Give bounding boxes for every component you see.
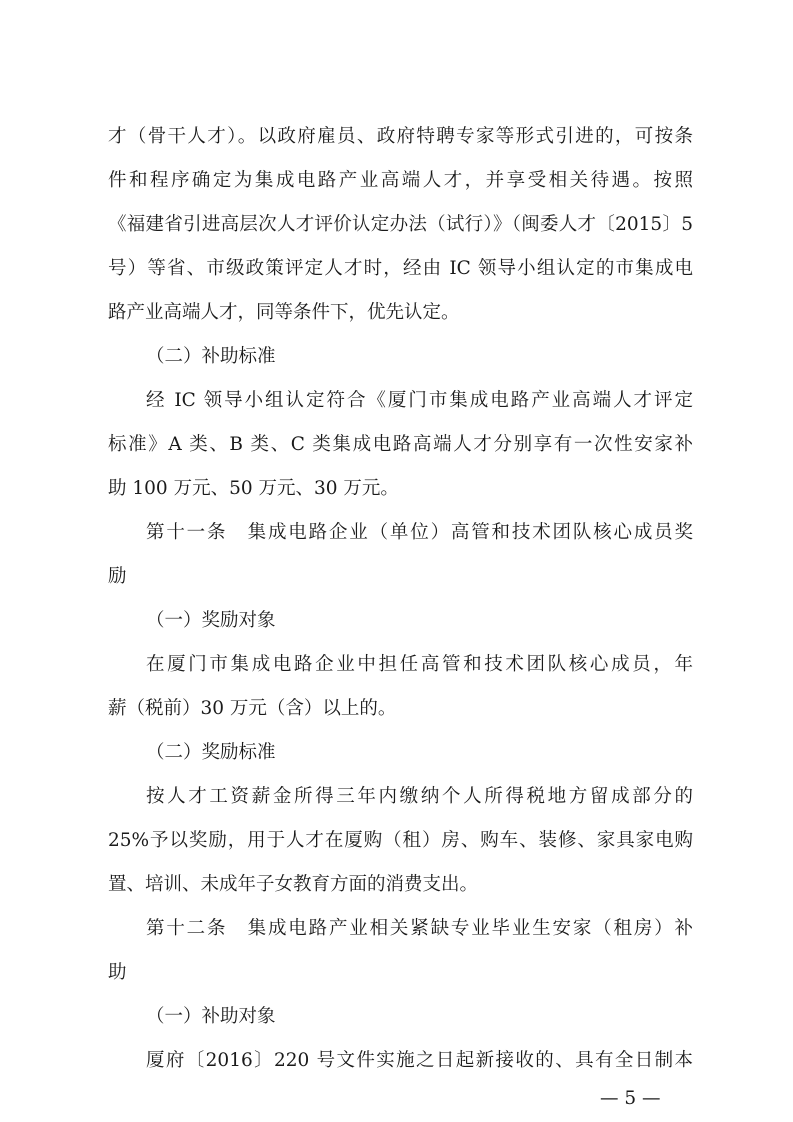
text-line: 助 100 万元、50 万元、30 万元。 <box>108 478 399 499</box>
text-line: 置、培训、未成年子女教育方面的消费支出。 <box>108 874 479 895</box>
text-line: 按人才工资薪金所得三年内缴纳个人所得税地方留成部分的 <box>146 786 693 807</box>
text-line: 25%予以奖励，用于人才在厦购（租）房、购车、装修、家具家电购 <box>108 830 693 851</box>
section-heading: （一）奖励对象 <box>146 610 276 631</box>
text-line: 励 <box>108 566 127 587</box>
section-heading: （二）奖励标准 <box>146 742 276 763</box>
text-line: 标准》A 类、B 类、C 类集成电路高端人才分别享有一次性安家补 <box>108 434 693 455</box>
page-number: — 5 — <box>600 1088 661 1109</box>
section-heading: （二）补助标准 <box>146 346 276 367</box>
text-line: 助 <box>108 962 127 983</box>
section-heading: （一）补助对象 <box>146 1006 276 1027</box>
text-line: 件和程序确定为集成电路产业高端人才，并享受相关待遇。按照 <box>108 170 693 191</box>
text-line: 在厦门市集成电路企业中担任高管和技术团队核心成员，年 <box>146 654 693 675</box>
text-line: 才（骨干人才）。以政府雇员、政府特聘专家等形式引进的，可按条 <box>108 126 693 147</box>
text-line: 薪（税前）30 万元（含）以上的。 <box>108 698 397 719</box>
text-line: 经 IC 领导小组认定符合《厦门市集成电路产业高端人才评定 <box>146 390 693 411</box>
text-line: 号）等省、市级政策评定人才时，经由 IC 领导小组认定的市集成电 <box>108 258 693 279</box>
text-line: 《福建省引进高层次人才评价认定办法（试行）》（闽委人才〔2015〕5 <box>108 214 693 235</box>
article-heading: 第十二条 集成电路产业相关紧缺专业毕业生安家（租房）补 <box>146 918 693 939</box>
article-heading: 第十一条 集成电路企业（单位）高管和技术团队核心成员奖 <box>146 522 693 543</box>
text-line: 路产业高端人才，同等条件下，优先认定。 <box>108 302 460 323</box>
text-line: 厦府〔2016〕220 号文件实施之日起新接收的、具有全日制本 <box>146 1050 693 1071</box>
